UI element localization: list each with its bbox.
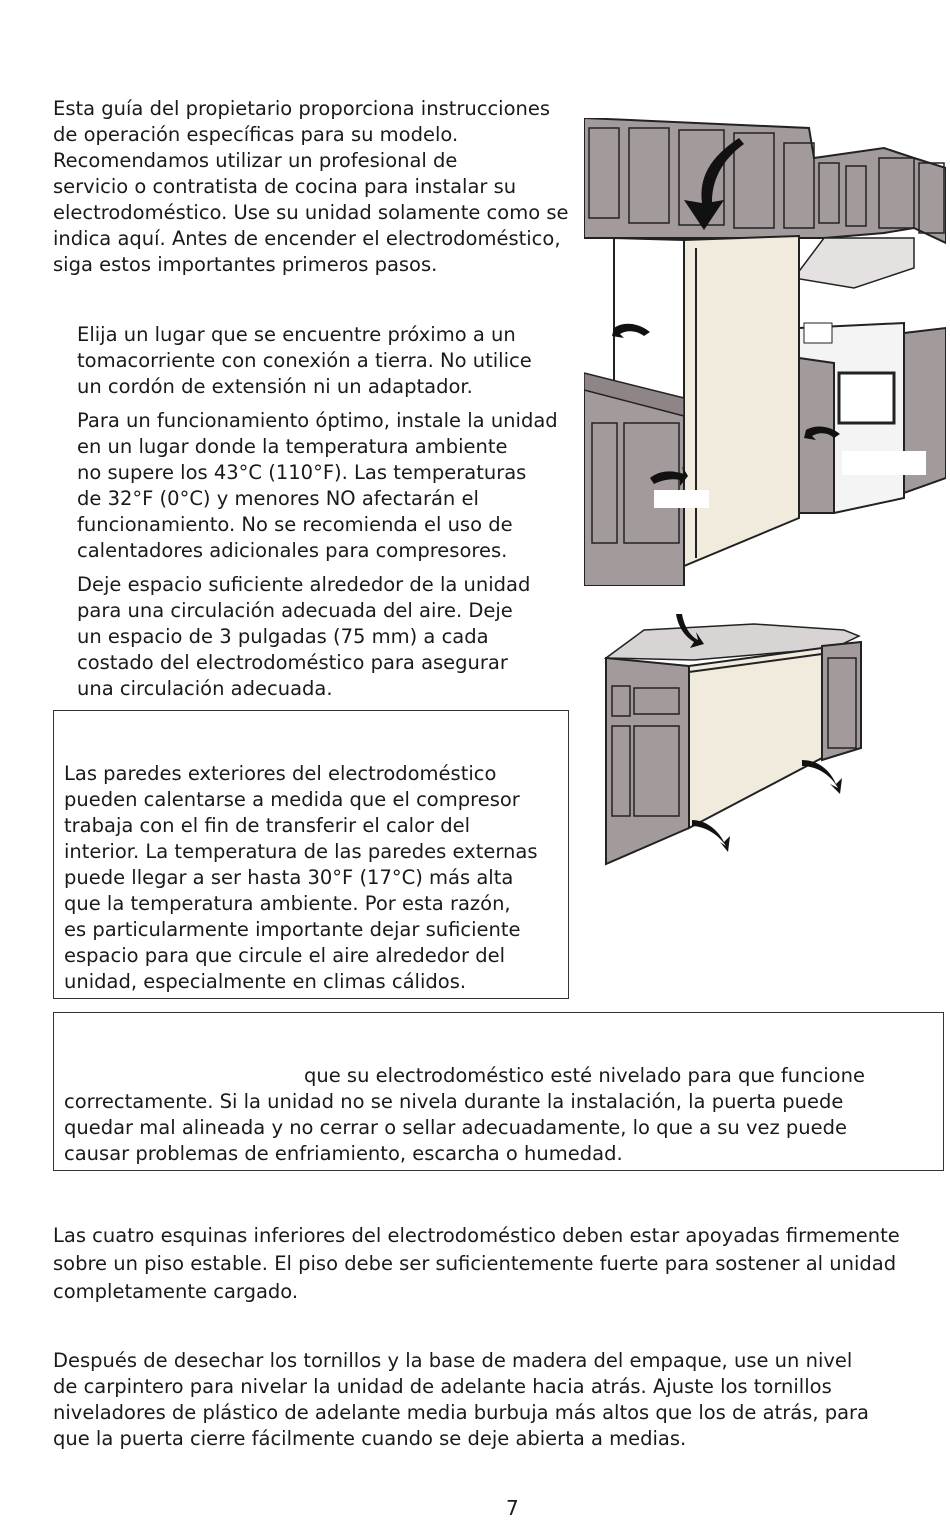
text-line: Recomendamos utilizar un profesional de (53, 149, 458, 172)
bullet-clearance (77, 572, 577, 702)
text-line: tomacorriente con conexión a tierra. No utilice (77, 349, 532, 372)
text-line: que la puerta cierre fácilmente cuando se deje abierta a medias. (53, 1427, 687, 1450)
note-box-leveling (53, 1012, 944, 1171)
text-line: causar problemas de enfriamiento, escarcha o humedad. (64, 1142, 623, 1165)
kitchen-installation-illustration (584, 118, 946, 586)
text-line: servicio o contratista de cocina para instalar su (53, 175, 517, 198)
text-line: Después de desechar los tornillos y la base de madera del empaque, use un nivel (53, 1349, 853, 1372)
text-line: correctamente. Si la unidad no se nivela durante la instalación, la puerta puede (64, 1090, 844, 1113)
page-number: 7 (506, 1496, 519, 1520)
text-line: es particularmente importante dejar suficiente (64, 918, 521, 941)
text-line: una circulación adecuada. (77, 677, 333, 700)
note-text (64, 761, 564, 995)
note-box-walls (53, 710, 569, 999)
floor-paragraph (53, 1222, 943, 1306)
text-line: unidad, especialmente en climas cálidos. (64, 970, 467, 993)
text-line: trabaja con el fin de transferir el calor del (64, 814, 471, 837)
intro-paragraph (53, 96, 573, 278)
text-line: de carpintero para nivelar la unidad de adelante hacia atrás. Ajuste los tornillos (53, 1375, 832, 1398)
text-line: siga estos importantes primeros pasos. (53, 253, 438, 276)
text-line: puede llegar a ser hasta 30°F (17°C) más alta (64, 866, 514, 889)
text-line: sobre un piso estable. El piso debe ser suficientemente fuerte para sostener al unidad (53, 1252, 897, 1275)
text-line: Las paredes exteriores del electrodoméstico (64, 762, 497, 785)
text-line: un cordón de extensión ni un adaptador. (77, 375, 473, 398)
text-line: Deje espacio suficiente alrededor de la unidad (77, 573, 531, 596)
text-line: para una circulación adecuada del aire. Deje (77, 599, 513, 622)
text-line: electrodoméstico. Use su unidad solamente como se (53, 201, 569, 224)
text-line: que la temperatura ambiente. Por esta razón, (64, 892, 511, 915)
text-line: espacio para que circule el aire alrededor del (64, 944, 506, 967)
text-line: pueden calentarse a medida que el compresor (64, 788, 520, 811)
text-line: Esta guía del propietario proporciona instrucciones (53, 97, 551, 120)
text-line: funcionamiento. No se recomienda el uso de (77, 513, 513, 536)
text-line: no supere los 43°C (110°F). Las temperaturas (77, 461, 527, 484)
text-line: completamente cargado. (53, 1280, 299, 1303)
bullet-temperature (77, 408, 577, 564)
text-line: calentadores adicionales para compresores. (77, 539, 508, 562)
text-line: niveladores de plástico de adelante media burbuja más altos que los de atrás, para (53, 1401, 870, 1424)
text-line: de 32°F (0°C) y menores NO afectarán el (77, 487, 479, 510)
level-paragraph (53, 1348, 943, 1452)
text-line: costado del electrodoméstico para asegurar (77, 651, 508, 674)
text-line: Para un funcionamiento óptimo, instale la unidad (77, 409, 558, 432)
text-line: un espacio de 3 pulgadas (75 mm) a cada (77, 625, 489, 648)
text-line: en un lugar donde la temperatura ambiente (77, 435, 508, 458)
text-line: indica aquí. Antes de encender el electrodoméstico, (53, 227, 561, 250)
text-line: que su electrodoméstico esté nivelado para que funcione (304, 1064, 865, 1087)
undercounter-illustration (604, 608, 866, 866)
text-line: de operación específicas para su modelo. (53, 123, 459, 146)
text-line: Elija un lugar que se encuentre próximo a un (77, 323, 516, 346)
text-line: quedar mal alineada y no cerrar o sellar adecuadamente, lo que a su vez puede (64, 1116, 848, 1139)
text-line: Las cuatro esquinas inferiores del electrodoméstico deben estar apoyadas firmemente (53, 1224, 900, 1247)
bullet-outlet (77, 322, 577, 400)
text-line: interior. La temperatura de las paredes externas (64, 840, 538, 863)
leveling-text (64, 1063, 934, 1167)
